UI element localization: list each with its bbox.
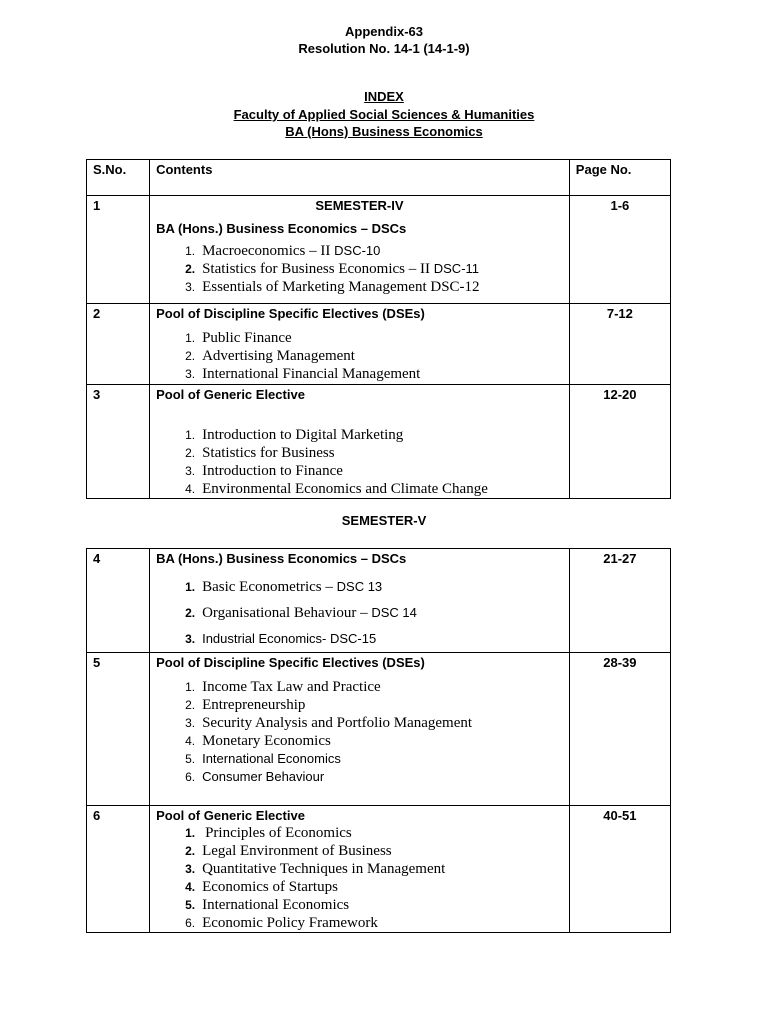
header-page: Page No. — [569, 160, 670, 196]
row-contents — [150, 304, 570, 385]
table-row — [87, 304, 671, 385]
table-row — [87, 806, 671, 933]
list-item: 1. Introduction to Digital Marketing — [185, 427, 404, 443]
row-sno: 6 — [87, 806, 150, 933]
table-header-row — [87, 160, 671, 196]
semester-iv-heading: SEMESTER-IV — [315, 198, 404, 213]
row-pages: 7-12 — [569, 304, 670, 385]
section-title: Pool of Generic Elective — [156, 808, 305, 823]
list-item: 3. Introduction to Finance — [185, 463, 343, 479]
course-list — [156, 329, 569, 383]
list-item: 3. Quantitative Techniques in Management — [185, 861, 446, 877]
program-title: BA (Hons) Business Economics — [285, 124, 483, 139]
section-title: BA (Hons.) Business Economics – DSCs — [156, 551, 407, 566]
section-title: Pool of Generic Elective — [156, 387, 305, 402]
list-item: 4. Monetary Economics — [185, 733, 331, 749]
list-item: 2. Entrepreneurship — [185, 697, 306, 713]
table-row — [87, 549, 671, 653]
list-item: 2. Organisational Behaviour – DSC 14 — [185, 605, 417, 621]
list-item: 3. Essentials of Marketing Management DSC-12 — [185, 279, 480, 295]
list-item: 1. Basic Econometrics – DSC 13 — [185, 579, 383, 595]
list-item: 1. Public Finance — [185, 330, 292, 346]
faculty-title: Faculty of Applied Social Sciences & Humanities — [233, 107, 535, 122]
list-item: 2. Statistics for Business Economics – II DSC-11 — [185, 261, 480, 277]
course-list — [156, 574, 569, 652]
section-title: Pool of Discipline Specific Electives (DSEs) — [156, 655, 425, 670]
semester-v-heading: SEMESTER-V — [341, 513, 427, 528]
list-item: 6. Economic Policy Framework — [185, 915, 378, 931]
header-contents: Contents — [150, 160, 570, 196]
course-list — [156, 242, 569, 296]
list-item: 1. Macroeconomics – II DSC-10 — [185, 243, 381, 259]
index-table-semester-v — [86, 548, 671, 933]
row-contents — [150, 653, 570, 806]
list-item: 3. Industrial Economics- DSC-15 — [185, 631, 377, 646]
section-title: Pool of Discipline Specific Electives (DSEs) — [156, 306, 425, 321]
list-item: 2. Statistics for Business — [185, 445, 335, 461]
row-contents — [150, 549, 570, 653]
table-row — [87, 653, 671, 806]
list-item: 5. International Economics — [185, 897, 350, 913]
appendix-label: Appendix-63 — [344, 24, 423, 39]
section-title: BA (Hons.) Business Economics – DSCs — [156, 221, 407, 236]
list-item: 2. Legal Environment of Business — [185, 843, 392, 859]
course-list — [156, 678, 569, 786]
index-title: INDEX — [364, 89, 404, 104]
row-sno: 1 — [87, 196, 150, 304]
list-item: 1. Principles of Economics — [185, 825, 352, 841]
course-list — [156, 426, 569, 498]
list-item: 2. Advertising Management — [185, 348, 355, 364]
row-sno: 4 — [87, 549, 150, 653]
list-item: 3. Security Analysis and Portfolio Management — [185, 715, 473, 731]
row-pages: 1-6 — [569, 196, 670, 304]
row-pages: 28-39 — [569, 653, 670, 806]
row-pages: 40-51 — [569, 806, 670, 933]
row-contents — [150, 806, 570, 933]
table-row — [87, 196, 671, 304]
row-pages: 21-27 — [569, 549, 670, 653]
row-sno: 3 — [87, 385, 150, 499]
list-item: 1. Income Tax Law and Practice — [185, 679, 381, 695]
row-contents — [150, 385, 570, 499]
resolution-label: Resolution No. 14-1 (14-1-9) — [298, 41, 470, 56]
row-sno: 2 — [87, 304, 150, 385]
list-item: 4. Environmental Economics and Climate Change — [185, 481, 488, 497]
course-list — [156, 824, 569, 932]
row-contents — [150, 196, 570, 304]
list-item: 3. International Financial Management — [185, 366, 421, 382]
row-pages: 12-20 — [569, 385, 670, 499]
list-item: 4. Economics of Startups — [185, 879, 338, 895]
list-item: 5. International Economics — [185, 751, 341, 766]
table-row — [87, 385, 671, 499]
header-sno: S.No. — [87, 160, 150, 196]
index-table-semester-iv — [86, 159, 671, 499]
row-sno: 5 — [87, 653, 150, 806]
list-item: 6. Consumer Behaviour — [185, 769, 325, 784]
